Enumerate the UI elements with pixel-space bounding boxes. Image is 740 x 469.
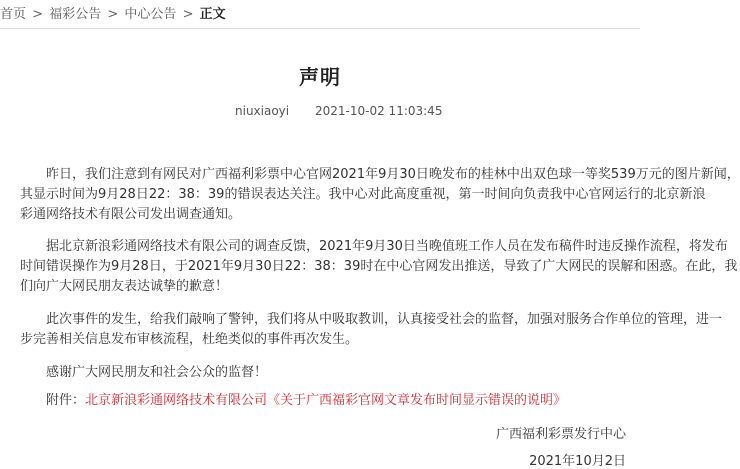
breadcrumb-current: 正文 <box>199 7 226 22</box>
paragraph-line: 彩通网络技术有限公司发出调查通知。 <box>20 207 242 222</box>
breadcrumb <box>0 4 226 26</box>
article-paragraph-3 <box>20 310 723 350</box>
article-paragraph-2 <box>20 237 738 297</box>
article-paragraph-1 <box>20 165 740 225</box>
paragraph-line: 时间错误操作为9月28日，于2021年9月30日22：38：39时在中心官网发出推送，导致了广大网民的误解和困惑。在此，我 <box>20 259 738 274</box>
attachment-link[interactable]: 北京新浪彩通网络技术有限公司《关于广西福彩官网文章发布时间显示错误的说明》 <box>85 393 567 408</box>
breadcrumb-separator: > <box>182 7 194 22</box>
header-divider <box>0 28 640 29</box>
article-paragraph-4 <box>20 363 620 383</box>
article-datetime: 2021-10-02 11:03:45 <box>315 104 443 118</box>
attachment-row <box>46 389 566 408</box>
paragraph-line: 们向广大网民朋友表达诚挚的歉意！ <box>20 279 229 294</box>
article-author: niuxiaoyi <box>235 104 290 118</box>
issuer-signature: 广西福利彩票发行中心 <box>495 427 626 442</box>
issue-date: 2021年10月2日 <box>529 454 626 469</box>
breadcrumb-lottery-notices-link[interactable]: 福彩公告 <box>49 7 102 22</box>
paragraph-line: 昨日，我们注意到有网民对广西福利彩票中心官网2021年9月30日晚发布的桂林中出双色球一等奖539万元的图片新闻， <box>46 167 740 182</box>
paragraph-line: 感谢广大网民朋友和社会公众的监督！ <box>46 365 268 380</box>
paragraph-line: 据北京新浪彩通网络技术有限公司的调查反馈，2021年9月30日当晚值班工作人员在发布稿件时违反操作流程，将发布 <box>46 239 728 254</box>
paragraph-line: 步完善相关信息发布审核流程，杜绝类似的事件再次发生。 <box>20 332 359 347</box>
attachment-label: 附件： <box>46 393 86 408</box>
breadcrumb-center-notices-link[interactable]: 中心公告 <box>124 7 177 22</box>
paragraph-line: 其显示时间为9月28日22：38：39的错误表达关注。我中心对此高度重视，第一时间向负责我中心官网运行的北京新浪 <box>20 187 706 202</box>
breadcrumb-separator: > <box>32 7 44 22</box>
breadcrumb-home-link[interactable]: 首页 <box>0 7 27 22</box>
paragraph-line: 此次事件的发生，给我们敲响了警钟，我们将从中吸取教训，认真接受社会的监督，加强对服务合作单位的管理，进一 <box>46 312 723 327</box>
article-title: 声明 <box>299 65 341 89</box>
breadcrumb-separator: > <box>107 7 119 22</box>
